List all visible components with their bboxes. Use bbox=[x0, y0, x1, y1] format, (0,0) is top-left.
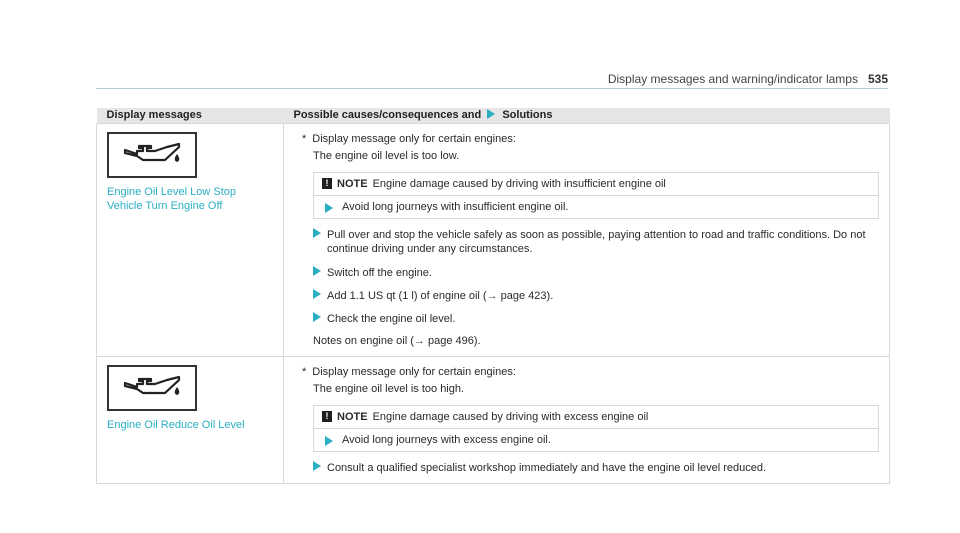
solution-step: Consult a qualified specialist workshop immediately and have the engine oil level reduced. bbox=[310, 461, 879, 475]
warning-icon: ! bbox=[322, 178, 332, 189]
play-arrow-icon bbox=[313, 312, 321, 322]
engine-variant-note: * Display message only for certain engines: bbox=[302, 133, 516, 145]
header-title: Display messages and warning/indicator lamps bbox=[607, 72, 858, 86]
note-box bbox=[313, 405, 879, 453]
note-box bbox=[313, 172, 879, 220]
message-cell bbox=[97, 124, 284, 357]
play-arrow-icon bbox=[313, 289, 321, 299]
column-header-solutions bbox=[284, 108, 890, 124]
play-arrow-icon bbox=[325, 203, 333, 213]
engine-oil-notes-reference: Notes on engine oil (→ page 496). bbox=[313, 334, 481, 347]
warning-icon: ! bbox=[322, 411, 332, 422]
play-arrow-icon bbox=[313, 266, 321, 276]
solution-step: Add 1.1 US qt (1 l) of engine oil (→ page 423). bbox=[310, 289, 879, 303]
display-message-text: Engine Oil Reduce Oil Level bbox=[107, 418, 245, 431]
cause-text: The engine oil level is too low. bbox=[313, 150, 460, 163]
page-reference-arrow-icon: → bbox=[413, 334, 425, 347]
solutions-cell bbox=[284, 356, 890, 483]
play-arrow-icon bbox=[487, 109, 495, 119]
engine-oil-can-icon bbox=[107, 132, 197, 178]
play-arrow-icon bbox=[313, 461, 321, 471]
play-arrow-icon bbox=[325, 436, 333, 446]
display-messages-table bbox=[96, 108, 890, 484]
header-divider bbox=[96, 88, 888, 89]
note-label: NOTE bbox=[337, 410, 368, 423]
message-cell bbox=[97, 356, 284, 483]
table-row bbox=[97, 356, 890, 483]
column-header-solutions-label: Solutions bbox=[502, 109, 553, 122]
page-header bbox=[96, 72, 888, 86]
cause-text: The engine oil level is too high. bbox=[313, 383, 465, 396]
note-step: Avoid long journeys with excess engine oil. bbox=[342, 433, 551, 446]
engine-oil-can-icon bbox=[107, 365, 197, 411]
solutions-cell bbox=[284, 124, 890, 357]
page-reference-link[interactable]: page 496). bbox=[424, 334, 481, 347]
note-step: Avoid long journeys with insufficient engine oil. bbox=[342, 200, 569, 213]
page-reference-arrow-icon: → bbox=[486, 290, 498, 303]
note-text: Engine damage caused by driving with insufficient engine oil bbox=[372, 177, 666, 190]
play-arrow-icon bbox=[313, 228, 321, 238]
engine-variant-note: * Display message only for certain engines: bbox=[302, 365, 516, 378]
note-label: NOTE bbox=[337, 177, 368, 190]
solution-step: Check the engine oil level. bbox=[310, 312, 879, 326]
solution-step: Pull over and stop the vehicle safely as soon as possible, paying attention to road and traffic conditions. Do not continue driving under any circumstances. bbox=[310, 228, 879, 257]
note-text: Engine damage caused by driving with excess engine oil bbox=[372, 410, 649, 423]
solution-step: Switch off the engine. bbox=[310, 266, 879, 280]
column-header-display-messages: Display messages bbox=[97, 108, 284, 124]
table-row bbox=[97, 124, 890, 357]
display-message-text: Engine Oil Level Low Stop Vehicle Turn Engine Off bbox=[107, 186, 237, 213]
page-number: 535 bbox=[867, 72, 888, 86]
column-header-causes-label: Possible causes/consequences and bbox=[293, 109, 482, 122]
page-reference-link[interactable]: page 423). bbox=[497, 290, 554, 303]
table-header-row bbox=[97, 108, 890, 124]
